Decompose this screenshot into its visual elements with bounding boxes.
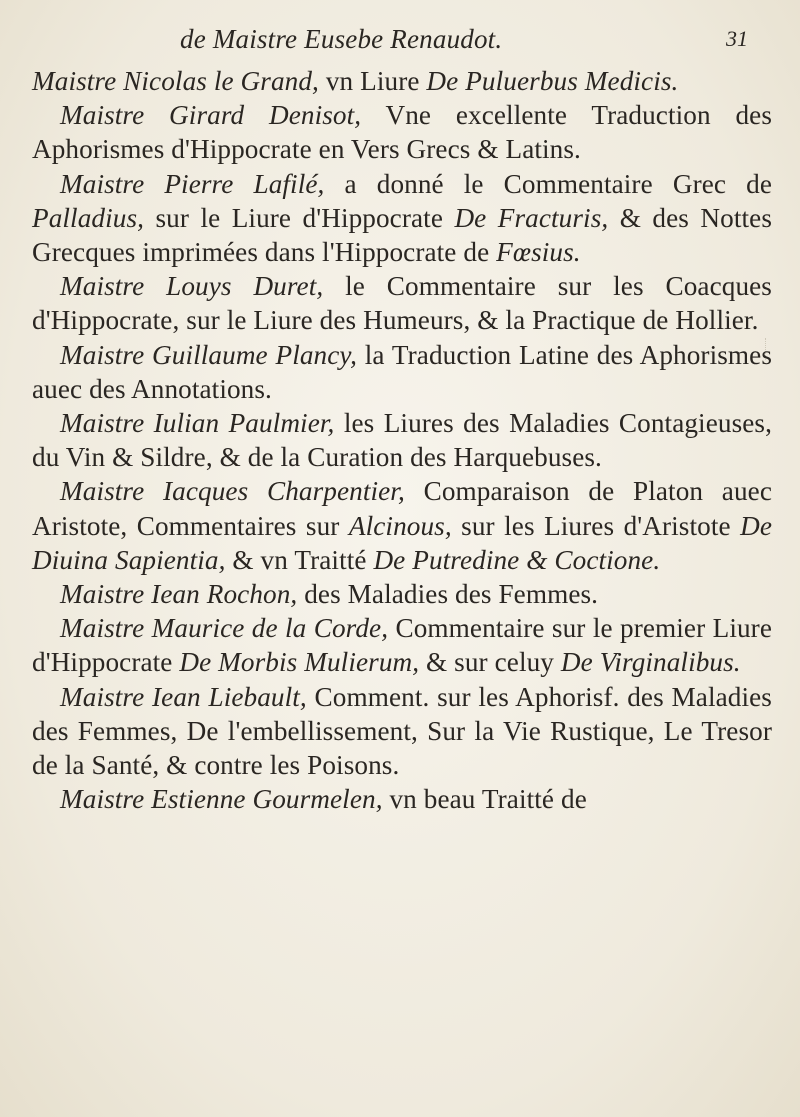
entry-text: & vn Traitté xyxy=(225,544,374,575)
entry-text: & des Nottes Grecques imprimées dans l'Hippocrate de xyxy=(32,202,772,268)
work-title: Palladius, xyxy=(32,202,145,233)
work-title: De Fracturis, xyxy=(454,202,609,233)
page-header xyxy=(150,18,760,58)
entry-guillaume-plancy xyxy=(32,338,772,406)
entry-text: la Traduction Latine des Aphorismes auec des Annotations. xyxy=(32,339,772,404)
author-name: Maistre Guillaume Plancy, xyxy=(60,339,357,370)
work-title: Alcinous, xyxy=(348,510,452,541)
entry-iean-rochon xyxy=(32,577,772,611)
author-name: Maistre Iulian Paulmier, xyxy=(60,408,335,439)
entry-text: sur les Liures d'Aristote xyxy=(451,510,741,541)
entry-text: le Commentaire sur les Coacques d'Hippocrate, sur le Liure des Humeurs, & la Practique de Hollier. xyxy=(32,271,772,336)
work-title: De Virginalibus. xyxy=(560,647,741,678)
entry-text: vn beau Traitté de xyxy=(382,784,587,815)
author-name: Maistre Maurice de la Corde, xyxy=(60,613,389,644)
entry-maurice-de-la-corde xyxy=(32,611,772,679)
author-name: Maistre Iean Liebault, xyxy=(60,681,307,712)
author-name: Maistre Pierre Lafilé, xyxy=(60,168,325,199)
author-name: Maistre Iean Rochon, xyxy=(60,579,298,610)
entry-pierre-lafile xyxy=(32,167,772,270)
entry-text: Vne excellente Traduction des Aphorismes d'Hippocrate en Vers Grecs & Latins. xyxy=(32,100,772,165)
author-name: Maistre Iacques Charpentier, xyxy=(60,476,405,507)
work-title: Fœsius. xyxy=(496,237,581,268)
page-number: 31 xyxy=(726,26,748,51)
author-name: Maistre Estienne Gourmelen, xyxy=(60,784,383,815)
entry-text: a donné le Commentaire Grec de xyxy=(324,168,772,199)
work-title: De Putredine & Coctione. xyxy=(373,544,661,575)
entry-nicolas-le-grand xyxy=(32,64,772,98)
running-head: de Maistre Eusebe Renaudot. xyxy=(180,24,503,54)
entry-estienne-gourmelen xyxy=(32,782,772,816)
entry-iacques-charpentier xyxy=(32,474,772,577)
entry-text: des Maladies des Femmes. xyxy=(297,579,599,610)
entry-text: Comparaison de Platon auec Aristote, Commentaires sur xyxy=(32,476,773,541)
author-name: Maistre Girard Denisot, xyxy=(60,100,362,131)
body-text xyxy=(32,64,772,816)
entry-text: & sur celuy xyxy=(419,647,561,678)
entry-girard-denisot xyxy=(32,98,772,166)
entry-text: les Liures des Maladies Contagieuses, du Vin & Sildre, & de la Curation des Harquebuses. xyxy=(32,408,772,473)
entry-text: Comment. sur les Aphorisf. des Maladies des Femmes, De l'embellissement, Sur la Vie Rustique, Le Tresor de la Santé, & contre les Poisons. xyxy=(32,681,772,781)
entry-louys-duret xyxy=(32,269,772,337)
entry-iean-liebault xyxy=(32,680,772,783)
work-title: De Puluerbus Medicis. xyxy=(426,66,679,96)
author-name: Maistre Nicolas le Grand, xyxy=(32,66,319,96)
entry-text: vn Liure xyxy=(318,66,427,96)
work-title: De Diuina Sapientia, xyxy=(32,510,772,575)
entry-text: sur le Liure d'Hippocrate xyxy=(144,202,455,233)
entry-iulian-paulmier xyxy=(32,406,772,474)
entry-text: Commentaire sur le premier Liure d'Hippocrate xyxy=(32,613,772,678)
author-name: Maistre Louys Duret, xyxy=(60,271,324,302)
work-title: De Morbis Mulierum, xyxy=(179,647,420,678)
